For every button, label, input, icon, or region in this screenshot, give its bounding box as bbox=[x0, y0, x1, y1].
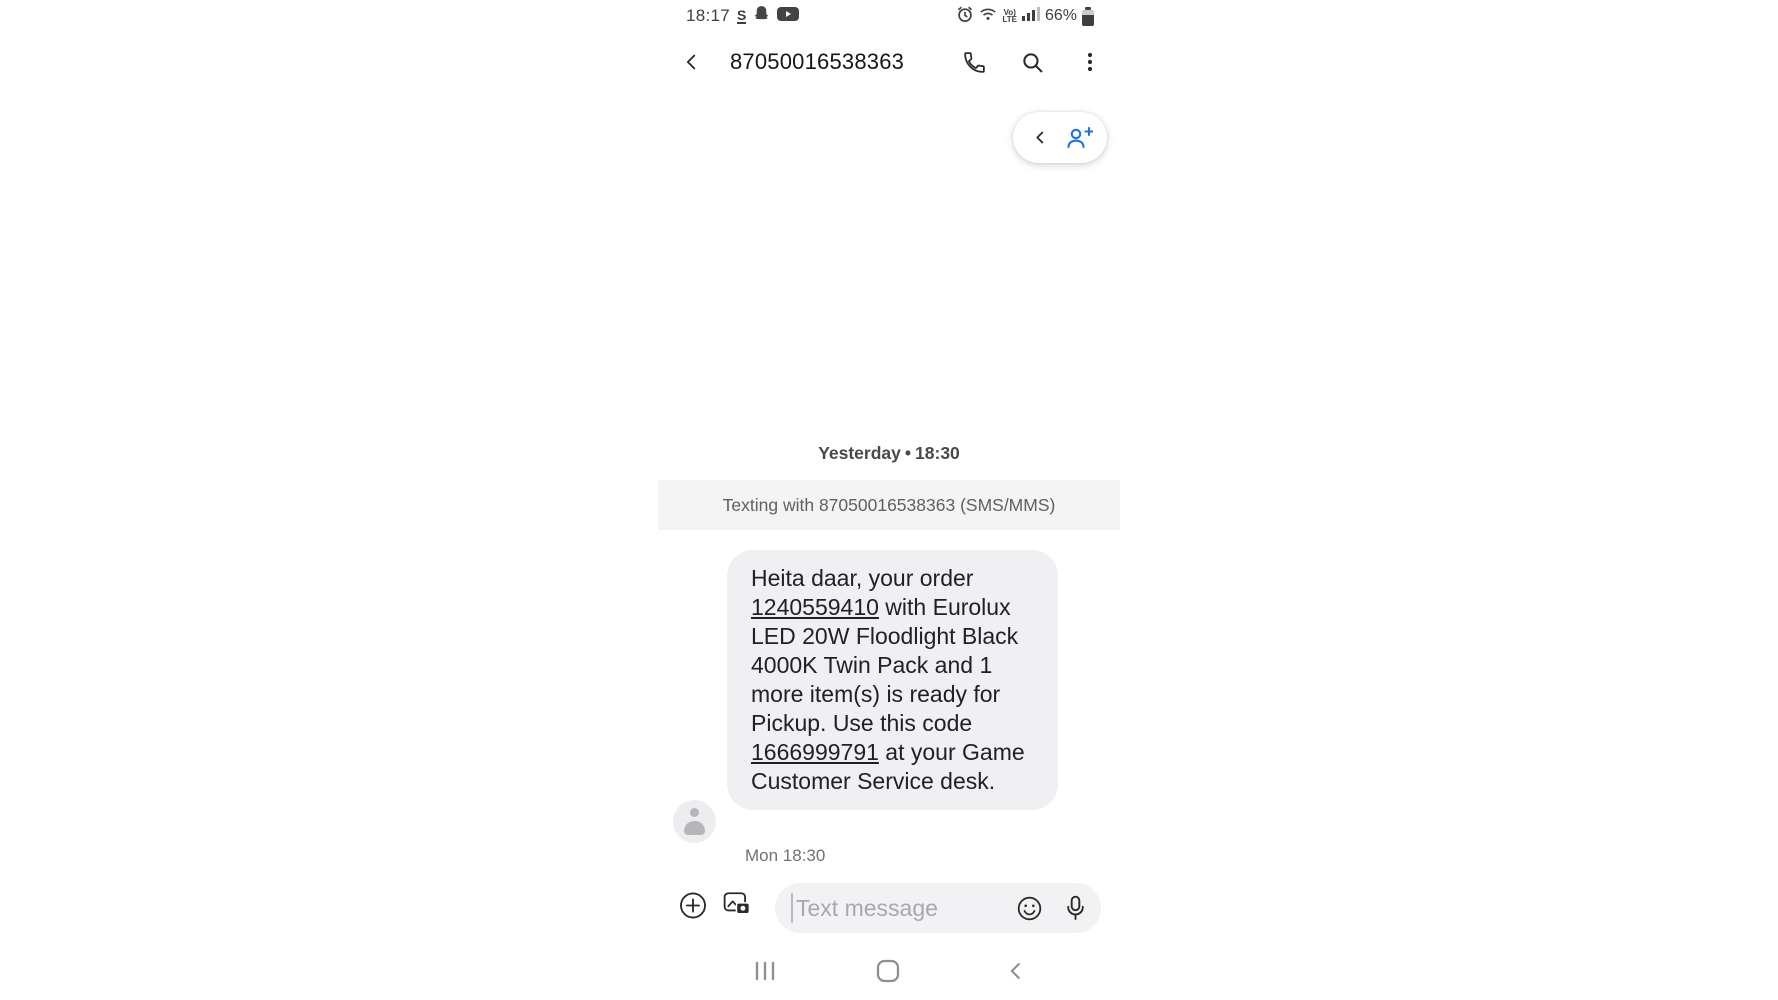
date-separator: Yesterday • 18:30 bbox=[818, 443, 960, 463]
back-icon[interactable] bbox=[678, 48, 706, 76]
avatar[interactable] bbox=[673, 800, 716, 843]
gallery-camera-icon[interactable] bbox=[723, 890, 751, 918]
message-timestamp: Mon 18:30 bbox=[745, 846, 826, 865]
conversation-title[interactable]: 87050016538363 bbox=[730, 49, 905, 74]
text-cursor bbox=[791, 893, 793, 923]
conversation-header bbox=[658, 38, 1120, 86]
status-clock: 18:17 bbox=[686, 6, 731, 25]
pickup-code-link[interactable]: 1666999791 bbox=[751, 739, 879, 765]
assist-pill bbox=[1013, 112, 1107, 163]
message-text-part1: Heita daar, your order bbox=[751, 565, 974, 591]
message-input-pill[interactable] bbox=[775, 883, 1101, 933]
signal-strength-icon bbox=[1022, 6, 1040, 26]
wifi-icon bbox=[979, 7, 997, 26]
home-icon[interactable] bbox=[874, 958, 902, 984]
emoji-icon[interactable] bbox=[1015, 894, 1043, 922]
alarm-icon bbox=[956, 5, 974, 28]
snapchat-ghost-icon bbox=[753, 5, 770, 27]
battery-percent: 66% bbox=[1044, 7, 1077, 24]
collapse-chevron-icon[interactable] bbox=[1026, 124, 1054, 152]
youtube-icon bbox=[777, 6, 799, 27]
mic-icon[interactable] bbox=[1061, 894, 1089, 922]
s-underline-notification-icon: S bbox=[737, 7, 747, 23]
android-nav-bar bbox=[658, 948, 1120, 994]
texting-with-banner: Texting with 87050016538363 (SMS/MMS) bbox=[658, 480, 1120, 530]
battery-icon bbox=[1082, 7, 1094, 26]
call-icon[interactable] bbox=[960, 48, 988, 76]
more-options-icon[interactable] bbox=[1076, 48, 1104, 76]
status-bar bbox=[658, 0, 1120, 30]
composer-bar bbox=[658, 880, 1120, 934]
add-attachment-icon[interactable] bbox=[679, 891, 707, 919]
phone-screen bbox=[658, 0, 1120, 1000]
search-icon[interactable] bbox=[1018, 48, 1046, 76]
nav-back-icon[interactable] bbox=[1002, 958, 1030, 984]
message-text-part3: at your Game Customer Service desk. bbox=[751, 739, 1025, 794]
message-input[interactable] bbox=[796, 895, 1015, 922]
message-bubble[interactable] bbox=[727, 550, 1058, 810]
add-contact-icon[interactable] bbox=[1065, 124, 1093, 152]
avatar-person-icon bbox=[690, 808, 699, 817]
volte-indicator: Vo) LTE bbox=[1002, 8, 1017, 24]
order-number-link[interactable]: 1240559410 bbox=[751, 594, 879, 620]
recents-icon[interactable] bbox=[751, 958, 779, 984]
message-text-part2: with Eurolux LED 20W Floodlight Black 4000K Twin Pack and 1 more item(s) is ready for Pickup. Use this code bbox=[751, 594, 1019, 736]
